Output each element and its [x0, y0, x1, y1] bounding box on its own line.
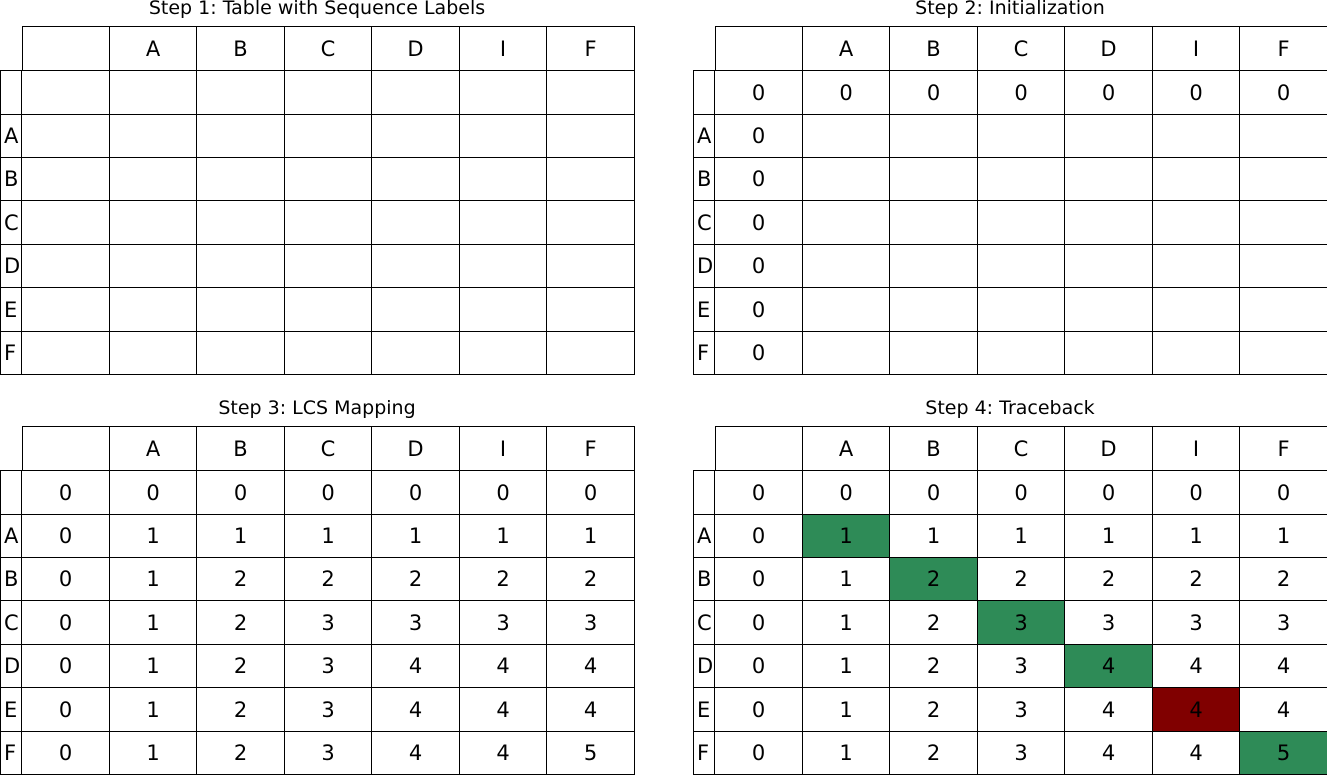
- table-cell: 0: [714, 731, 803, 775]
- column-header: I: [459, 426, 547, 471]
- table-cell: 0: [714, 157, 803, 201]
- table-cell: [284, 244, 372, 288]
- table-cell: 1: [109, 644, 197, 688]
- panel-title: Step 1: Table with Sequence Labels: [148, 0, 486, 19]
- table-cell: 3: [284, 644, 372, 688]
- table-cell: 2: [977, 557, 1065, 601]
- lcs-table-step-1: [0, 26, 634, 374]
- table-cell: [889, 114, 978, 158]
- table-cell: 0: [459, 470, 547, 515]
- table-cell: 0: [21, 557, 110, 601]
- traceback-match-cell: 4: [1064, 644, 1153, 688]
- column-header: C: [977, 26, 1065, 71]
- table-cell: [1152, 200, 1240, 245]
- column-header: D: [1064, 426, 1153, 471]
- table-cell: 0: [714, 244, 803, 288]
- table-cell: 0: [21, 731, 110, 775]
- table-cell: 1: [1064, 514, 1153, 558]
- table-cell: 3: [284, 687, 372, 732]
- table-cell: 0: [1152, 70, 1240, 115]
- table-cell: [109, 244, 197, 288]
- traceback-match-cell: 5: [1239, 731, 1327, 775]
- table-cell: [196, 200, 285, 245]
- table-cell: [1064, 331, 1153, 375]
- table-cell: 1: [109, 687, 197, 732]
- table-cell: 3: [546, 600, 635, 645]
- table-cell: 2: [196, 687, 285, 732]
- column-header: [715, 426, 803, 471]
- column-header: C: [977, 426, 1065, 471]
- table-cell: [802, 157, 890, 201]
- row-label: E: [693, 287, 715, 332]
- table-cell: 3: [1239, 600, 1327, 645]
- table-cell: 0: [284, 470, 372, 515]
- table-cell: 4: [546, 687, 635, 732]
- table-cell: 4: [371, 644, 460, 688]
- table-cell: 2: [196, 731, 285, 775]
- table-cell: 0: [714, 557, 803, 601]
- table-cell: [546, 244, 635, 288]
- column-header: F: [1239, 426, 1327, 471]
- table-cell: [196, 287, 285, 332]
- table-cell: 0: [109, 470, 197, 515]
- table-cell: [196, 114, 285, 158]
- table-cell: 3: [284, 731, 372, 775]
- table-cell: 4: [546, 644, 635, 688]
- lcs-table-step-3: [0, 426, 634, 774]
- column-header: [22, 26, 110, 71]
- table-cell: 2: [889, 731, 978, 775]
- table-cell: 2: [284, 557, 372, 601]
- traceback-mismatch-cell: 4: [1152, 687, 1240, 732]
- panel-title: Step 2: Initialization: [915, 0, 1105, 19]
- table-cell: 1: [802, 644, 890, 688]
- row-label: C: [0, 600, 22, 645]
- table-cell: 1: [109, 557, 197, 601]
- column-header: A: [109, 26, 197, 71]
- row-label: [0, 470, 22, 515]
- column-header: B: [196, 426, 285, 471]
- table-cell: 1: [1239, 514, 1327, 558]
- table-cell: 2: [1239, 557, 1327, 601]
- table-cell: [546, 200, 635, 245]
- row-label: B: [693, 157, 715, 201]
- table-cell: 3: [459, 600, 547, 645]
- table-cell: 1: [109, 731, 197, 775]
- table-cell: 1: [371, 514, 460, 558]
- table-cell: [21, 114, 110, 158]
- row-label: F: [0, 731, 22, 775]
- table-cell: 1: [109, 600, 197, 645]
- table-cell: 4: [459, 687, 547, 732]
- row-label: E: [0, 687, 22, 732]
- table-cell: 4: [1239, 687, 1327, 732]
- table-cell: 0: [977, 70, 1065, 115]
- row-label: F: [693, 331, 715, 375]
- table-cell: [284, 287, 372, 332]
- row-label: F: [0, 331, 22, 375]
- table-cell: [802, 200, 890, 245]
- row-label: C: [0, 200, 22, 245]
- table-cell: 3: [371, 600, 460, 645]
- table-cell: [1064, 287, 1153, 332]
- column-header: D: [371, 26, 460, 71]
- table-cell: 1: [889, 514, 978, 558]
- table-cell: [459, 200, 547, 245]
- table-cell: [284, 157, 372, 201]
- table-cell: 0: [196, 470, 285, 515]
- table-cell: [1239, 331, 1327, 375]
- table-cell: [1064, 157, 1153, 201]
- table-cell: 0: [714, 644, 803, 688]
- table-cell: [546, 157, 635, 201]
- table-cell: 0: [21, 644, 110, 688]
- table-cell: [21, 200, 110, 245]
- table-cell: 0: [1239, 70, 1327, 115]
- table-cell: [977, 114, 1065, 158]
- row-label: B: [0, 557, 22, 601]
- table-cell: [977, 287, 1065, 332]
- table-cell: 0: [1064, 470, 1153, 515]
- table-cell: [1152, 157, 1240, 201]
- row-label: D: [0, 244, 22, 288]
- table-cell: [802, 244, 890, 288]
- table-cell: [1064, 244, 1153, 288]
- table-cell: [459, 157, 547, 201]
- table-cell: [889, 331, 978, 375]
- table-cell: [196, 331, 285, 375]
- table-cell: 2: [889, 644, 978, 688]
- table-cell: 0: [1239, 470, 1327, 515]
- row-label: C: [693, 200, 715, 245]
- table-cell: 0: [21, 600, 110, 645]
- table-cell: [546, 70, 635, 115]
- table-cell: [459, 331, 547, 375]
- table-cell: [284, 331, 372, 375]
- table-cell: 4: [371, 687, 460, 732]
- traceback-match-cell: 3: [977, 600, 1065, 645]
- column-header: I: [459, 26, 547, 71]
- column-header: A: [109, 426, 197, 471]
- traceback-match-cell: 2: [889, 557, 978, 601]
- row-label: A: [0, 514, 22, 558]
- table-cell: 0: [546, 470, 635, 515]
- table-cell: [1152, 287, 1240, 332]
- table-cell: 3: [284, 600, 372, 645]
- column-header: B: [196, 26, 285, 71]
- traceback-match-cell: 1: [802, 514, 890, 558]
- column-header: F: [546, 426, 635, 471]
- table-cell: [802, 331, 890, 375]
- table-cell: [371, 200, 460, 245]
- table-cell: [284, 70, 372, 115]
- table-cell: [371, 244, 460, 288]
- row-label: F: [693, 731, 715, 775]
- table-cell: 4: [459, 731, 547, 775]
- table-cell: [109, 70, 197, 115]
- table-cell: [889, 287, 978, 332]
- row-label: D: [0, 644, 22, 688]
- table-cell: [889, 244, 978, 288]
- table-cell: 0: [714, 600, 803, 645]
- table-cell: 1: [459, 514, 547, 558]
- table-cell: 0: [714, 514, 803, 558]
- row-label: E: [693, 687, 715, 732]
- table-cell: 2: [889, 600, 978, 645]
- panel-title: Step 3: LCS Mapping: [218, 397, 416, 419]
- table-cell: 0: [714, 470, 803, 515]
- table-cell: 0: [21, 514, 110, 558]
- table-cell: [21, 157, 110, 201]
- column-header: B: [889, 426, 978, 471]
- table-cell: [977, 331, 1065, 375]
- table-cell: 0: [714, 114, 803, 158]
- table-cell: 3: [1064, 600, 1153, 645]
- column-header: A: [802, 26, 890, 71]
- table-cell: [284, 114, 372, 158]
- row-label: D: [693, 644, 715, 688]
- table-cell: [1239, 157, 1327, 201]
- column-header: C: [284, 26, 372, 71]
- table-cell: 2: [196, 557, 285, 601]
- table-cell: [109, 200, 197, 245]
- table-cell: [889, 200, 978, 245]
- table-cell: 4: [459, 644, 547, 688]
- row-label: B: [0, 157, 22, 201]
- row-label: A: [693, 514, 715, 558]
- table-cell: 0: [371, 470, 460, 515]
- table-cell: 3: [977, 644, 1065, 688]
- table-cell: [1239, 287, 1327, 332]
- table-cell: 2: [371, 557, 460, 601]
- row-label: A: [693, 114, 715, 158]
- table-cell: [1239, 244, 1327, 288]
- table-cell: [889, 157, 978, 201]
- column-header: I: [1152, 26, 1240, 71]
- table-cell: 0: [1152, 470, 1240, 515]
- row-label: [693, 470, 715, 515]
- table-cell: [21, 244, 110, 288]
- row-label: D: [693, 244, 715, 288]
- table-cell: 5: [546, 731, 635, 775]
- table-cell: 1: [977, 514, 1065, 558]
- table-cell: [1239, 114, 1327, 158]
- table-cell: [284, 200, 372, 245]
- table-cell: 1: [284, 514, 372, 558]
- table-cell: 1: [802, 731, 890, 775]
- table-cell: 4: [1152, 644, 1240, 688]
- table-cell: 0: [802, 470, 890, 515]
- table-cell: [196, 70, 285, 115]
- table-cell: [1152, 114, 1240, 158]
- table-cell: 1: [196, 514, 285, 558]
- column-header: C: [284, 426, 372, 471]
- table-cell: 1: [802, 600, 890, 645]
- table-cell: [1152, 244, 1240, 288]
- table-cell: 0: [714, 331, 803, 375]
- column-header: I: [1152, 426, 1240, 471]
- table-cell: [1064, 114, 1153, 158]
- table-cell: 2: [196, 644, 285, 688]
- table-cell: [1152, 331, 1240, 375]
- lcs-table-step-2: [693, 26, 1327, 374]
- table-cell: 4: [1064, 687, 1153, 732]
- table-cell: [1064, 200, 1153, 245]
- table-cell: 1: [802, 687, 890, 732]
- table-cell: 4: [371, 731, 460, 775]
- table-cell: [371, 70, 460, 115]
- row-label: B: [693, 557, 715, 601]
- table-cell: [196, 157, 285, 201]
- table-cell: [109, 114, 197, 158]
- column-header: [22, 426, 110, 471]
- table-cell: 0: [714, 687, 803, 732]
- table-cell: 2: [889, 687, 978, 732]
- table-cell: 0: [977, 470, 1065, 515]
- table-cell: 0: [21, 687, 110, 732]
- table-cell: 1: [109, 514, 197, 558]
- table-cell: [977, 244, 1065, 288]
- table-cell: 2: [459, 557, 547, 601]
- table-cell: 4: [1064, 731, 1153, 775]
- table-cell: 4: [1152, 731, 1240, 775]
- table-cell: 2: [196, 600, 285, 645]
- table-cell: [21, 287, 110, 332]
- row-label: A: [0, 114, 22, 158]
- panel-title: Step 4: Traceback: [925, 397, 1095, 419]
- table-cell: 2: [1064, 557, 1153, 601]
- column-header: B: [889, 26, 978, 71]
- table-cell: 2: [1152, 557, 1240, 601]
- column-header: D: [371, 426, 460, 471]
- table-cell: [21, 331, 110, 375]
- column-header: F: [1239, 26, 1327, 71]
- row-label: C: [693, 600, 715, 645]
- table-cell: 1: [802, 557, 890, 601]
- table-cell: [459, 244, 547, 288]
- table-cell: [802, 287, 890, 332]
- table-cell: [109, 287, 197, 332]
- table-cell: 0: [889, 70, 978, 115]
- table-cell: [459, 70, 547, 115]
- table-cell: 0: [714, 70, 803, 115]
- table-cell: [459, 114, 547, 158]
- table-cell: [546, 287, 635, 332]
- table-cell: 0: [802, 70, 890, 115]
- table-cell: 0: [21, 470, 110, 515]
- row-label: [0, 70, 22, 115]
- column-header: D: [1064, 26, 1153, 71]
- table-cell: [977, 157, 1065, 201]
- table-cell: 3: [977, 731, 1065, 775]
- table-cell: [546, 331, 635, 375]
- table-cell: [546, 114, 635, 158]
- table-cell: 3: [977, 687, 1065, 732]
- lcs-table-step-4: [693, 426, 1327, 774]
- table-cell: [371, 331, 460, 375]
- table-cell: 2: [546, 557, 635, 601]
- column-header: F: [546, 26, 635, 71]
- table-cell: [371, 287, 460, 332]
- row-label: E: [0, 287, 22, 332]
- column-header: [715, 26, 803, 71]
- table-cell: [109, 157, 197, 201]
- column-header: A: [802, 426, 890, 471]
- table-cell: [1239, 200, 1327, 245]
- table-cell: 0: [714, 200, 803, 245]
- table-cell: [459, 287, 547, 332]
- table-cell: 0: [1064, 70, 1153, 115]
- row-label: [693, 70, 715, 115]
- table-cell: 4: [1239, 644, 1327, 688]
- table-cell: [196, 244, 285, 288]
- table-cell: [802, 114, 890, 158]
- table-cell: [977, 200, 1065, 245]
- table-cell: 1: [1152, 514, 1240, 558]
- table-cell: [109, 331, 197, 375]
- table-cell: 1: [546, 514, 635, 558]
- table-cell: [371, 157, 460, 201]
- table-cell: [371, 114, 460, 158]
- table-cell: 3: [1152, 600, 1240, 645]
- table-cell: 0: [889, 470, 978, 515]
- table-cell: 0: [714, 287, 803, 332]
- table-cell: [21, 70, 110, 115]
